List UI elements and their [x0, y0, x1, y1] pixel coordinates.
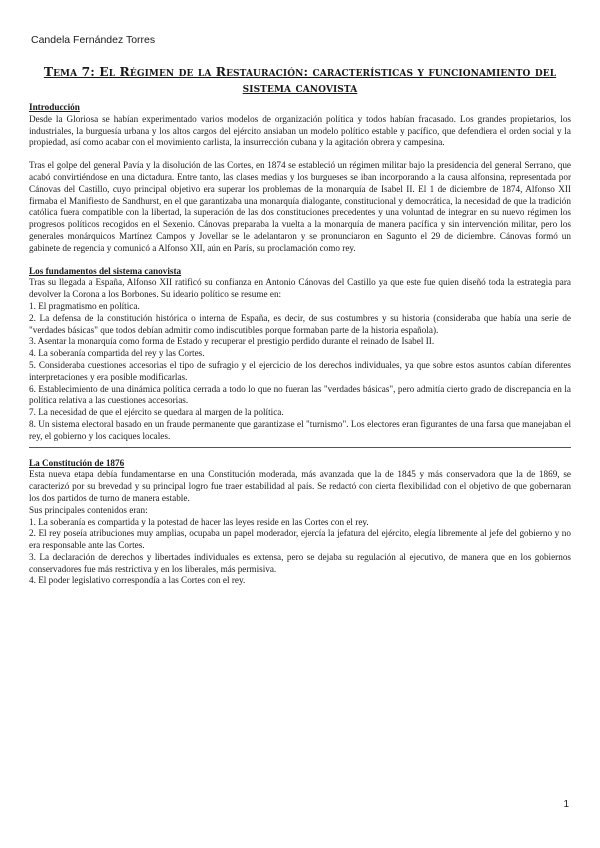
constitucion-sub: Sus principales contenidos eran: — [29, 504, 148, 515]
author-name: Candela Fernández Torres — [31, 34, 156, 46]
intro-paragraph-1: Desde la Gloriosa se habían experimentado varios modelos de organización política y todos habían fracasado. Los grandes propietarios, los industriales, la burguesía urbana y los altos cargos del ejército ansiaban un modelo político estable y pacífico, que defendiera el orden social y la propiedad, así como acabar con el movimiento carlista, la insurrección cubana y la agitación obrera y campesina. — [29, 113, 571, 148]
fundamentos-intro: Tras su llegada a España, Alfonso XII ratificó su confianza en Antonio Cánovas del Castillo ya que este fue quien diseñó toda la estrategia para devolver la Corona a los Borbones. Su ideario político se resume en: — [29, 277, 571, 300]
document-title: Tema 7: El Régimen de la Restauración: características y funcionamiento del sistema canovista — [43, 64, 557, 95]
fundamentos-item: 5. Consideraba cuestiones accesorias el tipo de sufragio y el ejercicio de los derechos individuales, ya que sobre estos asuntos cabían diferentes interpretaciones y era posible modificarlas. — [29, 359, 571, 382]
fundamentos-item: 6. Establecimiento de una dinámica política cerrada a todo lo que no fueran las "verdades básicas", pero admitía cierto grado de discrepancia en la política relativa a las cuestiones accesorias. — [29, 383, 571, 406]
fundamentos-item: 1. El pragmatismo en política. — [29, 300, 140, 311]
fundamentos-item: 4. La soberanía compartida del rey y las Cortes. — [29, 348, 205, 359]
intro-paragraph-2: Tras el golpe del general Pavía y la disolución de las Cortes, en 1874 se estableció un régimen militar bajo la presidencia del general Serrano, que acabó convirtiéndose en una dictadura. Entre tanto, las clases medias y los burgueses se iban incorporando a la causa alfonsina, representada por Cánovas del Castillo, cuyo principal objetivo era superar los problemas de la monarquía de Isabel II. El 1 de diciembre de 1874, Alfonso XII firmaba el Manifiesto de Sandhurst, en el que garantizaba una monarquía dialogante, constitucional y democrática, la necesidad de que la tradición católica fuera compatible con la libertad, la superación de las dos constituciones precedentes y una voluntad de integrar en su nuevo régimen los progresos políticos recogidos en el Sexenio. Cánovas preparaba la vuelta a la monarquía de manera pacífica y sin intervención militar, pero los generales monárquicos Martínez Campos y Jovellar se le adelantaron y se pronunciaron en Sagunto el 29 de diciembre. Cánovas formó un gabinete de regencia y comunicó a Alfonso XII, aún en París, su proclamación como rey. — [29, 160, 571, 253]
fundamentos-item: 3. Asentar la monarquía como forma de Estado y recuperar el prestigio perdido durante el reinado de Isabel II. — [29, 336, 435, 347]
section-divider — [29, 447, 571, 448]
constitucion-item: 4. El poder legislativo correspondía a las Cortes con el rey. — [29, 575, 246, 586]
section-heading-constitucion: La Constitución de 1876 — [29, 457, 125, 468]
constitucion-item: 3. La declaración de derechos y libertades individuales es extensa, pero se dejaba su regulación al ejecutivo, de manera que en los gobiernos conservadores fue más restrictiva y en los liberales, más permisiva. — [29, 551, 571, 574]
constitucion-item: 2. El rey poseía atribuciones muy amplias, ocupaba un papel moderador, ejercía la jefatura del ejército, elegía libremente al jefe del gobierno y no era responsable ante las Cortes. — [29, 528, 571, 551]
fundamentos-item: 8. Un sistema electoral basado en un fraude permanente que garantizase el "turnismo". Los electores eran figurantes de una farsa que manejaban el rey, el gobierno y los caciques locales. — [29, 418, 571, 441]
constitucion-item: 1. La soberanía es compartida y la potestad de hacer las leyes reside en las Cortes con el rey. — [29, 516, 369, 527]
page-number: 1 — [563, 799, 569, 810]
fundamentos-item: 7. La necesidad de que el ejército se quedara al margen de la política. — [29, 407, 284, 418]
constitucion-intro: Esta nueva etapa debía fundamentarse en una Constitución moderada, más avanzada que la de 1845 y más conservadora que la de 1869, se caracterizó por su brevedad y su principal logro fue traer estabilidad al país. Se redactó con cierta flexibilidad con el objetivo de que gobernaran los dos partidos de turno de manera estable. — [29, 469, 571, 503]
document-body — [29, 102, 571, 587]
section-heading-fundamentos: Los fundamentos del sistema canovista — [29, 265, 182, 276]
section-heading-introduccion: Introducción — [29, 102, 80, 112]
fundamentos-item: 2. La defensa de la constitución histórica o interna de España, es decir, de sus costumbres y su historia (consideraba que había una serie de "verdades básicas" que todos debían admitir como indiscutibles porque formaban parte de la historia española). — [29, 312, 571, 335]
